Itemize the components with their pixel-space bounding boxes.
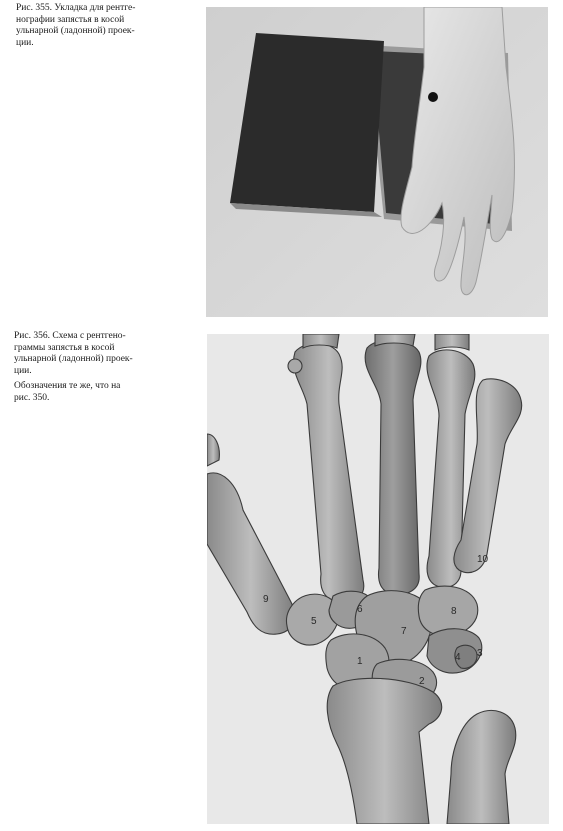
label-5: 5 (311, 616, 317, 627)
figure-355-caption-text: Рис. 355. Укладка для рентге- нографии запястья в косой ульнарной (ладонной) проек- ции. (16, 3, 136, 48)
wrist-positioning-photo (206, 7, 548, 317)
label-6: 6 (357, 604, 363, 615)
label-1: 1 (357, 656, 363, 667)
label-9: 9 (263, 594, 269, 605)
label-4: 4 (455, 652, 461, 663)
label-7: 7 (401, 626, 407, 637)
label-2: 2 (419, 676, 425, 687)
figure-356-diagram (207, 334, 549, 824)
wrist-schematic (207, 334, 549, 824)
figure-356-caption-text: Рис. 356. Схема с рентгено- граммы запястья в косой ульнарной (ладонной) проек- ции. (14, 331, 133, 376)
label-10: 10 (477, 554, 489, 565)
figure-355-photo (206, 7, 548, 317)
label-3: 3 (477, 648, 483, 659)
label-8: 8 (451, 606, 457, 617)
marker-dot (428, 92, 438, 102)
figure-356-caption (14, 331, 194, 404)
figure-356-note: Обозначения те же, что на рис. 350. (14, 381, 121, 403)
figure-355-caption (16, 3, 196, 49)
